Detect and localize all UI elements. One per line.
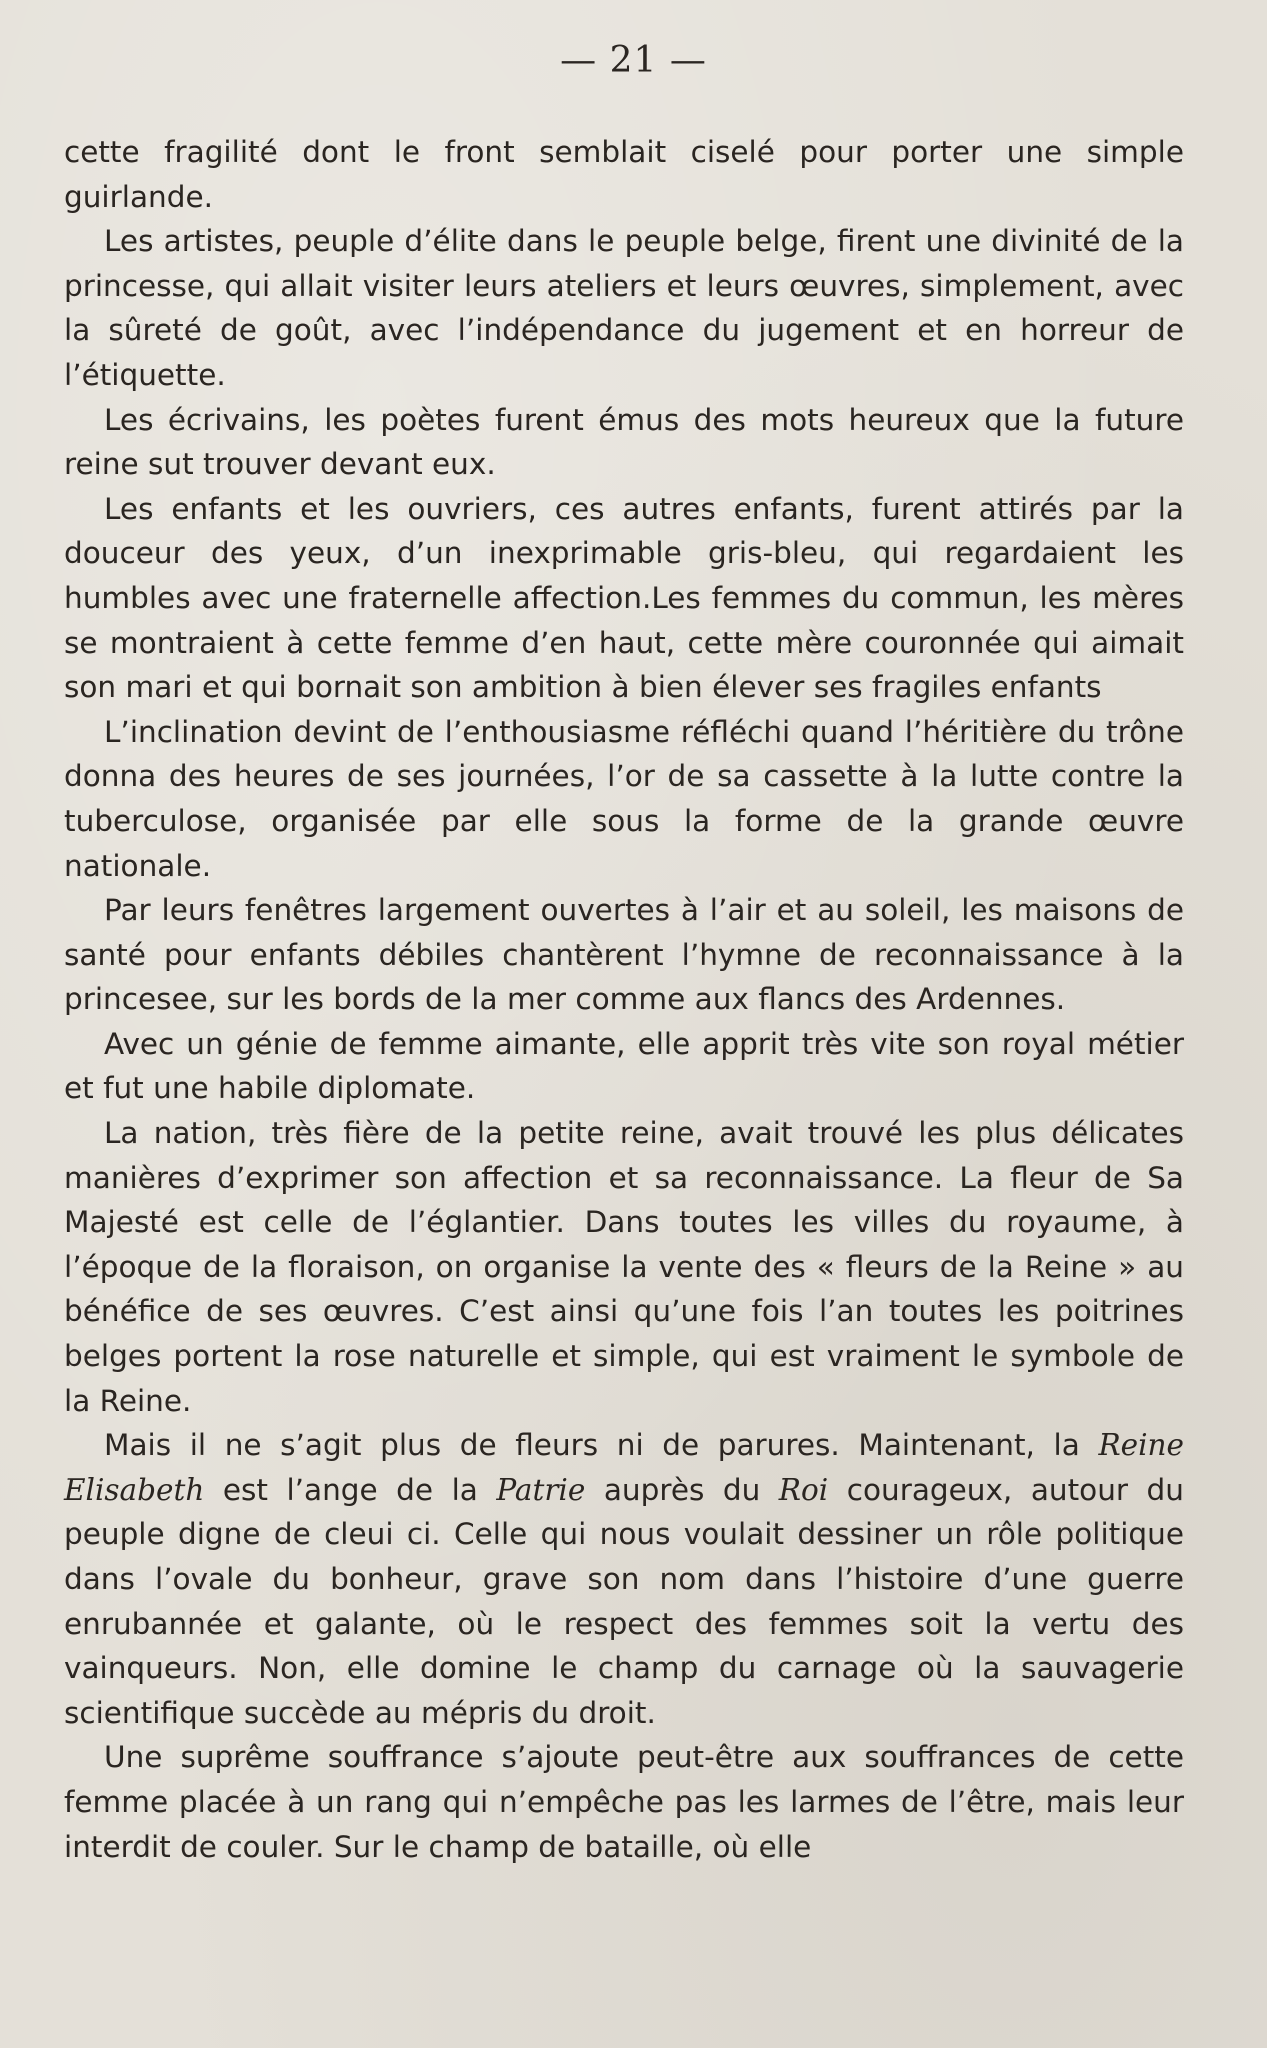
paragraph-9-part-4: courageux, autour du peuple digne de cleui ci. Celle qui nous voulait dessiner un rôle politique dans l’ovale du bonheur, grave son nom dans l’histoire d’une guerre enrubannée et galante, où le respect des femmes soit la vertu des vainqueurs. Non, elle domine le champ du carnage où la sauvagerie scientifique succède au mépris du droit. — [64, 1472, 1184, 1730]
page-number: — 21 — — [560, 40, 707, 81]
paragraph-10: Une suprême souffrance s’ajoute peut-être aux souffrances de cette femme placée à un rang qui n’empêche pas les larmes de l’être, mais leur interdit de couler. Sur le champ de bataille, où elle — [64, 1740, 1184, 1864]
paragraph-8: La nation, très fière de la petite reine, avait trouvé les plus délicates manières d’exprimer son affection et sa reconnaissance. La fleur de Sa Majesté est celle de l’églantier. Dans toutes les villes du royaume, à l’époque de la floraison, on organise la vente des « fleurs de la Reine » au bénéfice de ses œuvres. C’est ainsi qu’une fois l’an toutes les poitrines belges portent la rose naturelle et simple, qui est vraiment le symbole de la Reine. — [64, 1116, 1184, 1418]
paragraph-9 — [64, 1423, 1184, 1735]
paragraph-4: Les enfants et les ouvriers, ces autres enfants, furent attirés par la douceur des yeux, d’un inexprimable gris-bleu, qui regardaient les humbles avec une fraternelle affection.Les femmes du commun, les mères se montraient à cette femme d’en haut, cette mère couronnée qui aimait son mari et qui bornait son ambition à bien élever ses fragiles enfants — [64, 491, 1184, 705]
paragraph-3: Les écrivains, les poètes furent émus des mots heureux que la future reine sut trouver devant eux. — [64, 402, 1184, 482]
paragraph-5: L’inclination devint de l’enthousiasme réfléchi quand l’héritière du trône donna des heures de ses journées, l’or de sa cassette à la lutte contre la tuberculose, organisée par elle sous la forme de la grande œuvre nationale. — [64, 714, 1184, 883]
paragraph-9-part-2: est l’ange de la — [204, 1472, 497, 1507]
patrie-italic: Patrie — [496, 1472, 586, 1507]
reine-elisabeth-italic: Reine Elisabeth — [64, 1428, 1184, 1507]
body-text — [64, 130, 1184, 1869]
paragraph-1: cette fragilité dont le front semblait ciselé pour porter une simple guirlande. — [64, 135, 1184, 214]
roi-italic: Roi — [778, 1472, 829, 1507]
paragraph-7: Avec un génie de femme aimante, elle apprit très vite son royal métier et fut une habile diplomate. — [64, 1026, 1184, 1106]
paragraph-6: Par leurs fenêtres largement ouvertes à l’air et au soleil, les maisons de santé pour enfants débiles chantèrent l’hymne de reconnaissance à la princesee, sur les bords de la mer comme aux flancs des Ardennes. — [64, 893, 1184, 1017]
paragraph-2: Les artistes, peuple d’élite dans le peuple belge, firent une divinité de la princesse, qui allait visiter leurs ateliers et leurs œuvres, simplement, avec la sûreté de goût, avec l’indépendance du jugement et en horreur de l’étiquette. — [64, 224, 1184, 392]
paragraph-9-part-3: auprès du — [585, 1472, 779, 1507]
paragraph-9-part-1: Mais il ne s’agit plus de fleurs ni de parures. Maintenant, la — [104, 1428, 1099, 1463]
